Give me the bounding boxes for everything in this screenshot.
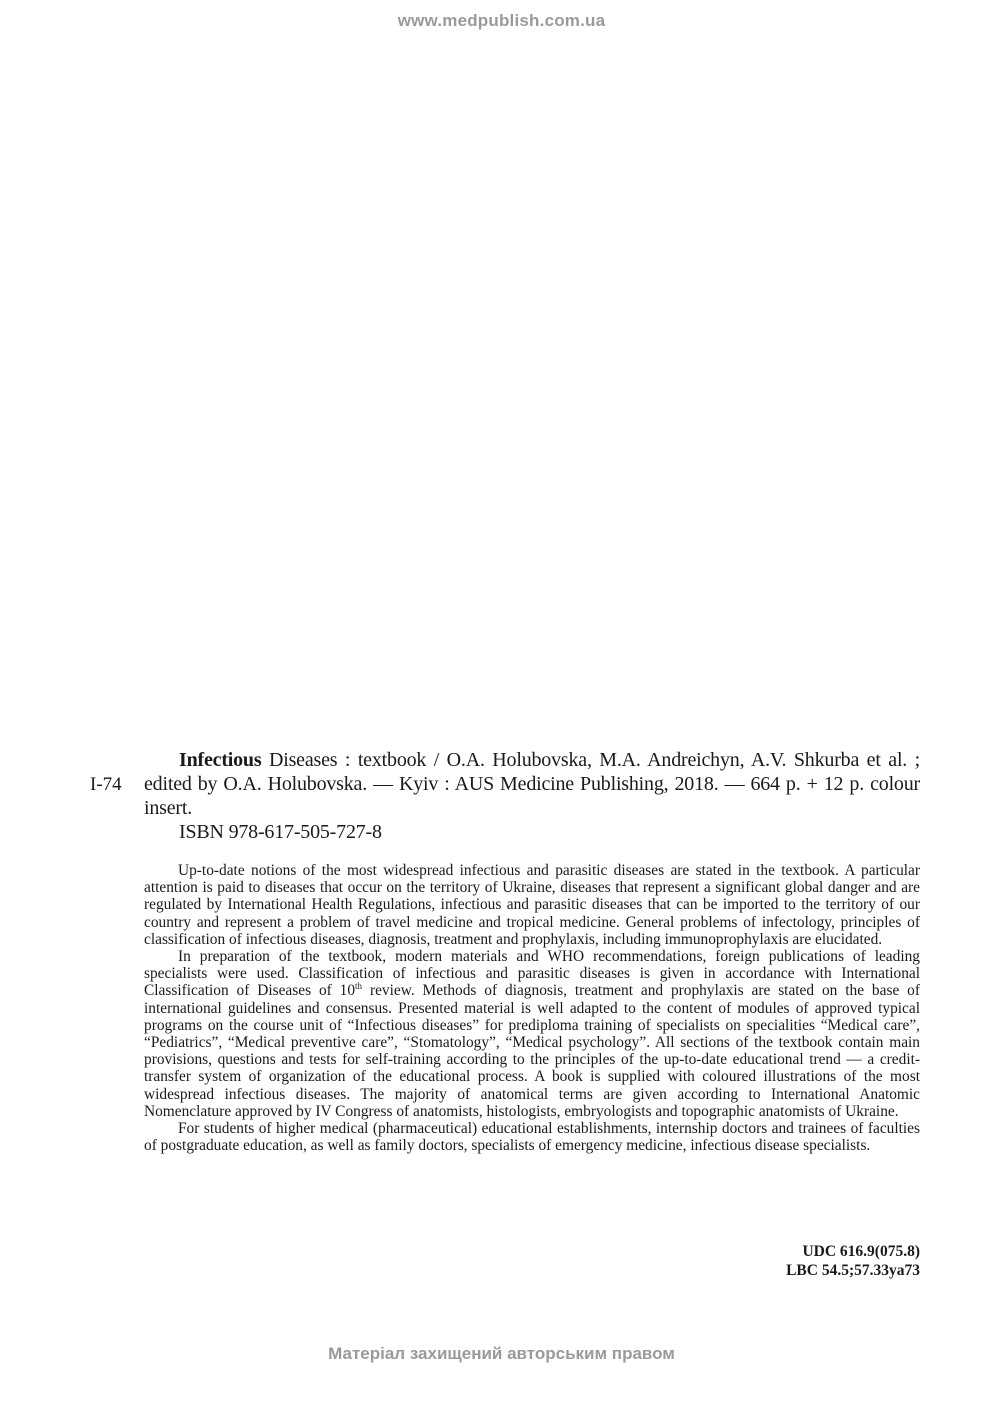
lbc-code: LBC 54.5;57.33ya73 <box>786 1262 920 1279</box>
copyright-watermark: Матеріал захищений авторським правом <box>328 1344 675 1363</box>
udc-code: UDC 616.9(075.8) <box>802 1243 920 1260</box>
isbn-line: ISBN 978-617-505-727-8 <box>179 821 382 843</box>
citation-text: Diseases : textbook / O.A. Holubovska, M.A. Andreichyn, A.V. Shkurba et al. ; edited by O.A. Holubovska. — Kyiv : AUS Medicine Publishing, 2018. — 664 p. + 12 p. colour insert. <box>144 749 920 819</box>
annotation <box>144 862 920 1154</box>
annotation-paragraph-3: For students of higher medical (pharmaceutical) educational establishments, internship doctors and trainees of faculties of postgraduate education, as well as family doctors, specialists of emergency medicine, infectious disease specialists. <box>144 1120 920 1155</box>
bibliographic-entry <box>144 748 920 844</box>
ordinal-superscript: th <box>355 981 363 992</box>
title-bold-word: Infectious <box>179 749 262 771</box>
annotation-paragraph-2-end: review. Methods of diagnosis, treatment and prophylaxis are stated on the base of international guidelines and consensus. Presented material is well adapted to the content of modules of approved typical programs on the course unit of “Infectious diseases” for prediploma training of specialists on specialities “Medical care”, “Pediatrics”, “Medical preventive care”, “Stomatology”, “Medical psychology”. All sections of the textbook contain main provisions, questions and tests for self-training according to the principles of the up-to-date educational trend — a credit-transfer system of organization of the educational process. A book is supplied with coloured illustrations of the most widespread infectious diseases. The majority of anatomical terms are given according to International Anatomic Nomenclature approved by IV Congress of anatomists, histologists, embryologists and topographic anatomists of Ukraine. <box>144 982 920 1120</box>
annotation-paragraph-2 <box>144 948 920 1120</box>
annotation-paragraph-1: Up-to-date notions of the most widespread infectious and parasitic diseases are stated in the textbook. A particular attention is paid to diseases that occur on the territory of Ukraine, diseases that represent a significant global danger and are regulated by International Health Regulations, infectious and parasitic diseases that can be imported to the territory of our country and represent a problem of travel medicine and tropical medicine. General problems of infectology, principles of classification of infectious diseases, diagnosis, treatment and prophylaxis, including immunoprophylaxis are elucidated. <box>144 862 920 948</box>
library-call-number: І-74 <box>90 774 122 795</box>
classification-codes <box>700 1242 920 1280</box>
top-watermark-url: www.medpublish.com.ua <box>397 11 606 30</box>
annotation-paragraph-2-start: In preparation of the textbook, modern materials and WHO recommendations, foreign publications of leading specialists were used. Classification of infectious and parasitic diseases is given in accordance with International Classification of Diseases of 10 <box>144 948 920 1000</box>
bibliographic-citation <box>144 748 920 820</box>
